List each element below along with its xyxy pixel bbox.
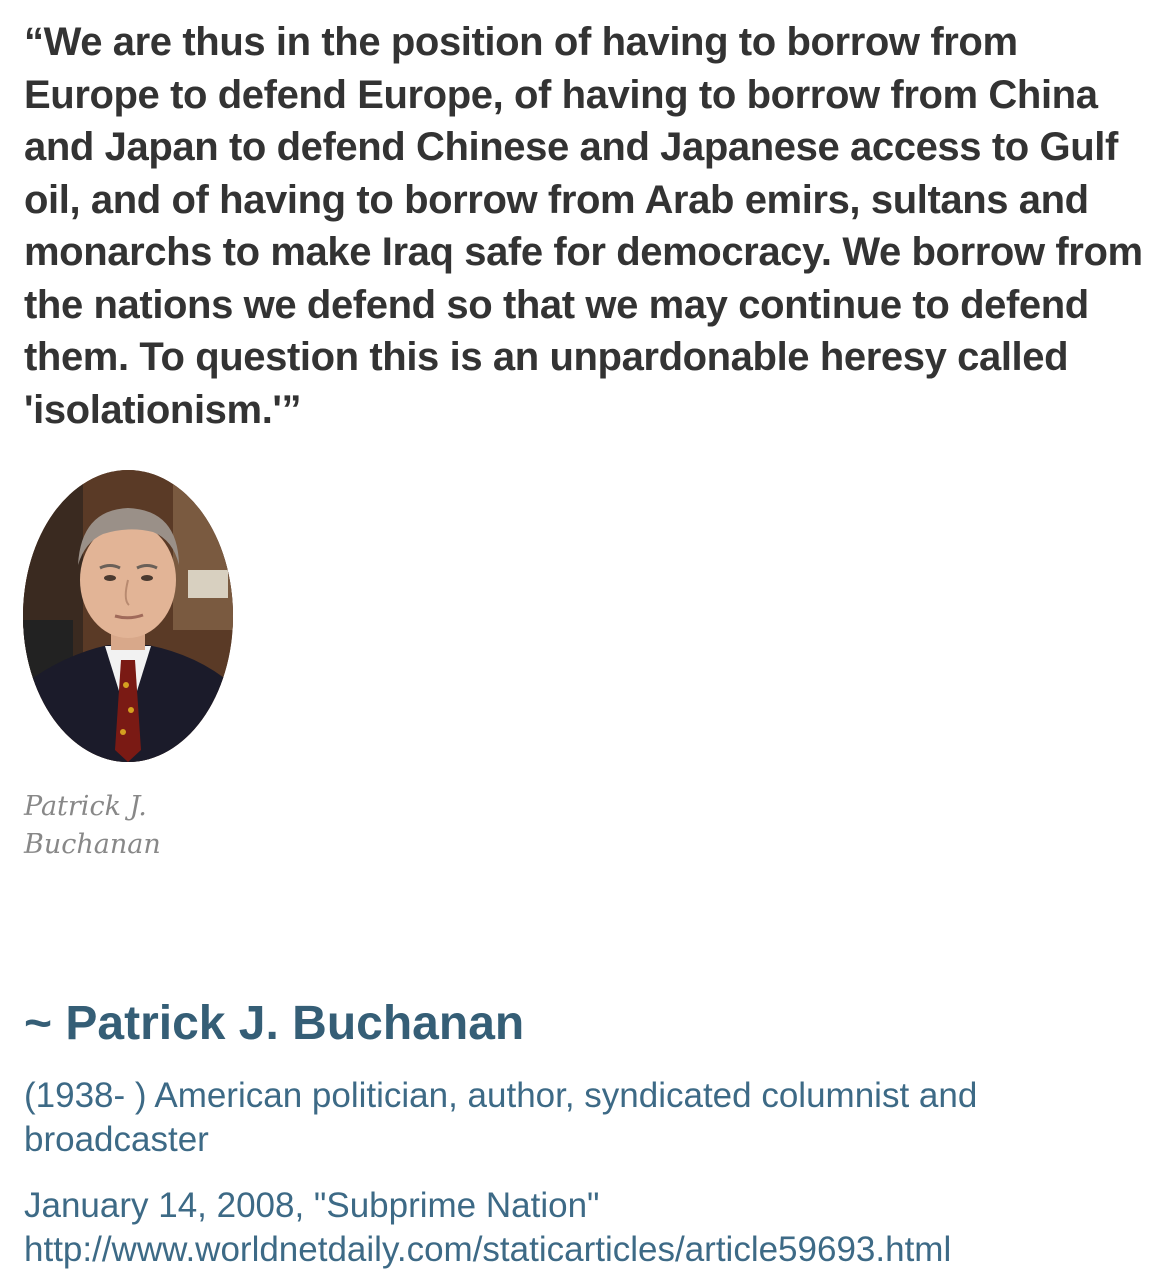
source-date-title: January 14, 2008, "Subprime Nation" [24,1186,600,1225]
portrait-caption-line2: Buchanan [24,829,161,860]
portrait-caption-line1: Patrick J. [24,791,147,822]
source-url-link[interactable]: http://www.worldnetdaily.com/staticarticles/article59693.html [24,1230,952,1269]
author-bio: (1938- ) American politician, author, syndicated columnist and broadcaster [24,1076,978,1159]
author-portrait [23,470,233,762]
quote-text: “We are thus in the position of having to borrow from Europe to defend Europe, of having to borrow from China and Japan to defend Chinese and Japanese access to Gulf oil, and of having to borrow from Arab emirs, sultans and monarchs to make Iraq safe for democracy. We borrow from the nations we defend so that we may continue to defend them. To question this is an unpardonable heresy called 'isolationism.'” [24,20,1143,432]
portrait-caption [24,788,224,864]
source-citation [24,1184,1164,1272]
author-name: ~ Patrick J. Buchanan [24,997,525,1050]
